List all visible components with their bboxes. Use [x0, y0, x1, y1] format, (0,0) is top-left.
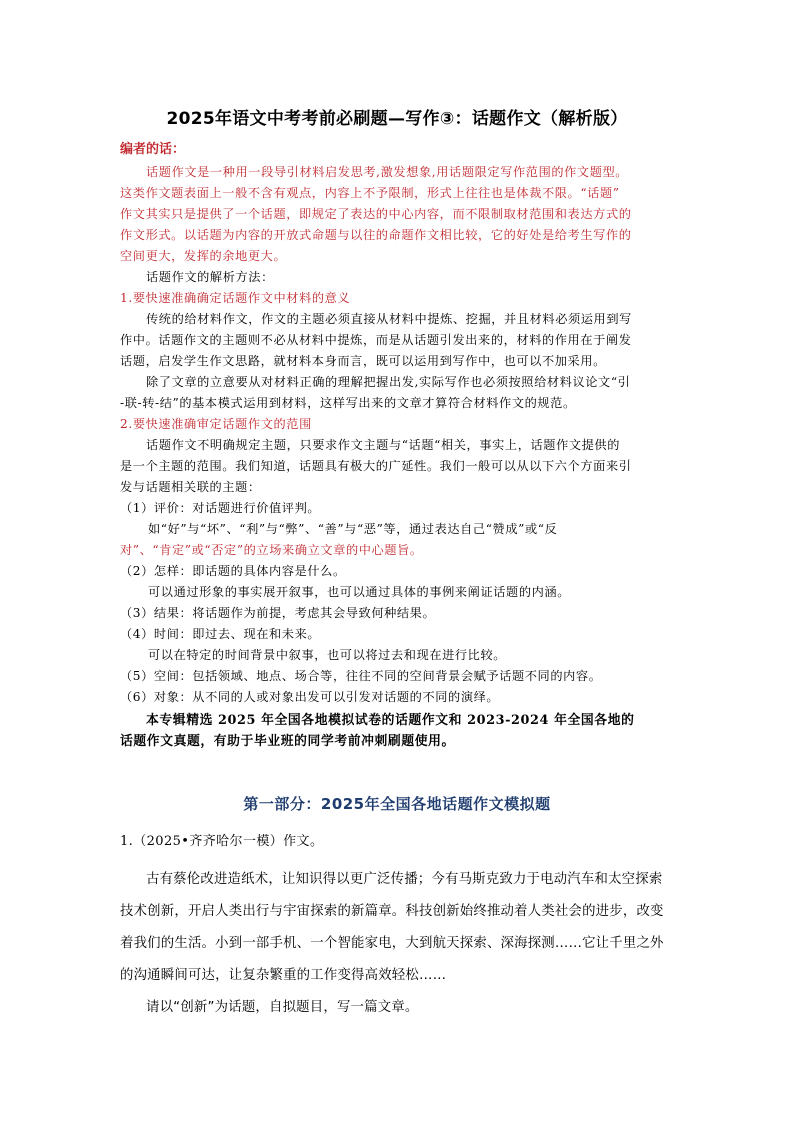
aspect-item: （5）空间：包括领域、地点、场合等，往往不同的空间背景会赋予话题不同的内容。: [120, 669, 602, 683]
point1-title: 1.要快速准确确定话题作文中材料的意义: [120, 291, 351, 305]
summary-line: 话题作文真题，有助于毕业班的同学考前冲刺刷题使用。: [120, 734, 455, 749]
point1-line: 作中。话题作文的主题则不必从材料中提炼，而是从话题引发出来的，材料的作用在于阐发: [120, 333, 632, 347]
aspect-detail: 可以在特定的时间背景中叙事，也可以将过去和现在进行比较。: [148, 648, 507, 662]
aspect-item: （2）怎样：即话题的具体内容是什么。: [120, 564, 346, 578]
point1-line: 传统的给材料作文，作文的主题必须直接从材料中提炼、挖掘，并且材料必须运用到写: [146, 312, 632, 326]
section-title: 第一部分：2025年全国各地话题作文模拟题: [243, 795, 551, 813]
document-title: 2025年语文中考考前必刷题—写作③：话题作文（解析版）: [166, 109, 628, 129]
aspect-item: （6）对象：从不同的人或对象出发可以引发对话题的不同的演绎。: [120, 690, 500, 704]
point2-line: 发与话题相关联的主题：: [120, 480, 261, 494]
aspect-item: （1）评价：对话题进行价值评判。: [120, 501, 321, 515]
question-line: 古有蔡伦改进造纸术，让知识得以更广泛传播；今有马斯克致力于电动汽车和太空探索: [146, 872, 663, 887]
question-prompt: 请以“创新”为话题，自拟题目，写一篇文章。: [146, 1000, 419, 1015]
method-heading: 话题作文的解析方法：: [146, 270, 274, 284]
intro-line: 作文形式。以话题为内容的开放式命题与以往的命题作文相比较，它的好处是给考生写作的: [120, 228, 632, 242]
point2-title: 2.要快速准确审定话题作文的范围: [120, 417, 312, 431]
intro-line: 话题作文是一种用一段导引材料启发思考,激发想象,用话题限定写作范围的作文题型。: [146, 165, 629, 179]
aspect-item: （3）结果：将话题作为前提，考虑其会导致何种结果。: [120, 606, 436, 620]
aspect-detail: 如“好”与“坏”、“利”与“弊”、“善”与“恶”等，通过表达自己“赞成”或“反: [148, 522, 558, 536]
point1-line: 话题，启发学生作文思路，就材料本身而言，既可以运用到写作中，也可以不加采用。: [120, 354, 606, 368]
aspect-detail: 对”、“肯定”或“否定”的立场来确立文章的中心题旨。: [120, 543, 423, 557]
intro-line: 空间更大，发挥的余地更大。: [120, 249, 287, 263]
summary-line: 本专辑精选 2025 年全国各地模拟试卷的话题作文和 2023-2024 年全国各地的: [146, 713, 635, 728]
question-line: 着我们的生活。小到一部手机、一个智能家电，大到航天探索、深海探测……它让千里之外: [120, 936, 664, 951]
aspect-item: （4）时间：即过去、现在和未来。: [120, 627, 321, 641]
question-label: 1.（2025•齐齐哈尔一模）作文。: [120, 834, 324, 849]
question-line: 的沟通瞬间可达，让复杂繁重的工作变得高效轻松……: [120, 968, 447, 983]
point2-line: 话题作文不明确规定主题，只要求作文主题与“话题“相关，事实上，话题作文提供的: [146, 438, 621, 452]
point2-line: 是一个主题的范围。我们知道，话题具有极大的广延性。我们一般可以从以下六个方面来引: [120, 459, 632, 473]
editor-heading: 编者的话：: [120, 142, 186, 157]
aspect-detail: 可以通过形象的事实展开叙事，也可以通过具体的事例来阐证话题的内涵。: [148, 585, 570, 599]
question-line: 技术创新，开启人类出行与宇宙探索的新篇章。科技创新始终推动着人类社会的进步，改变: [120, 904, 664, 919]
intro-line: 这类作文题表面上一般不含有观点，内容上不予限制，形式上往往也是体裁不限。“话题”: [120, 186, 620, 200]
point1-line: -联-转-结”的基本模式运用到材料，这样写出来的文章才算符合材料作文的规范。: [120, 396, 576, 410]
intro-line: 作文其实只是提供了一个话题，即规定了表达的中心内容，而不限制取材范围和表达方式的: [120, 207, 632, 221]
point1-line: 除了文章的立意要从对材料正确的理解把握出发,实际写作也必须按照给材料议论文“引: [146, 375, 631, 389]
